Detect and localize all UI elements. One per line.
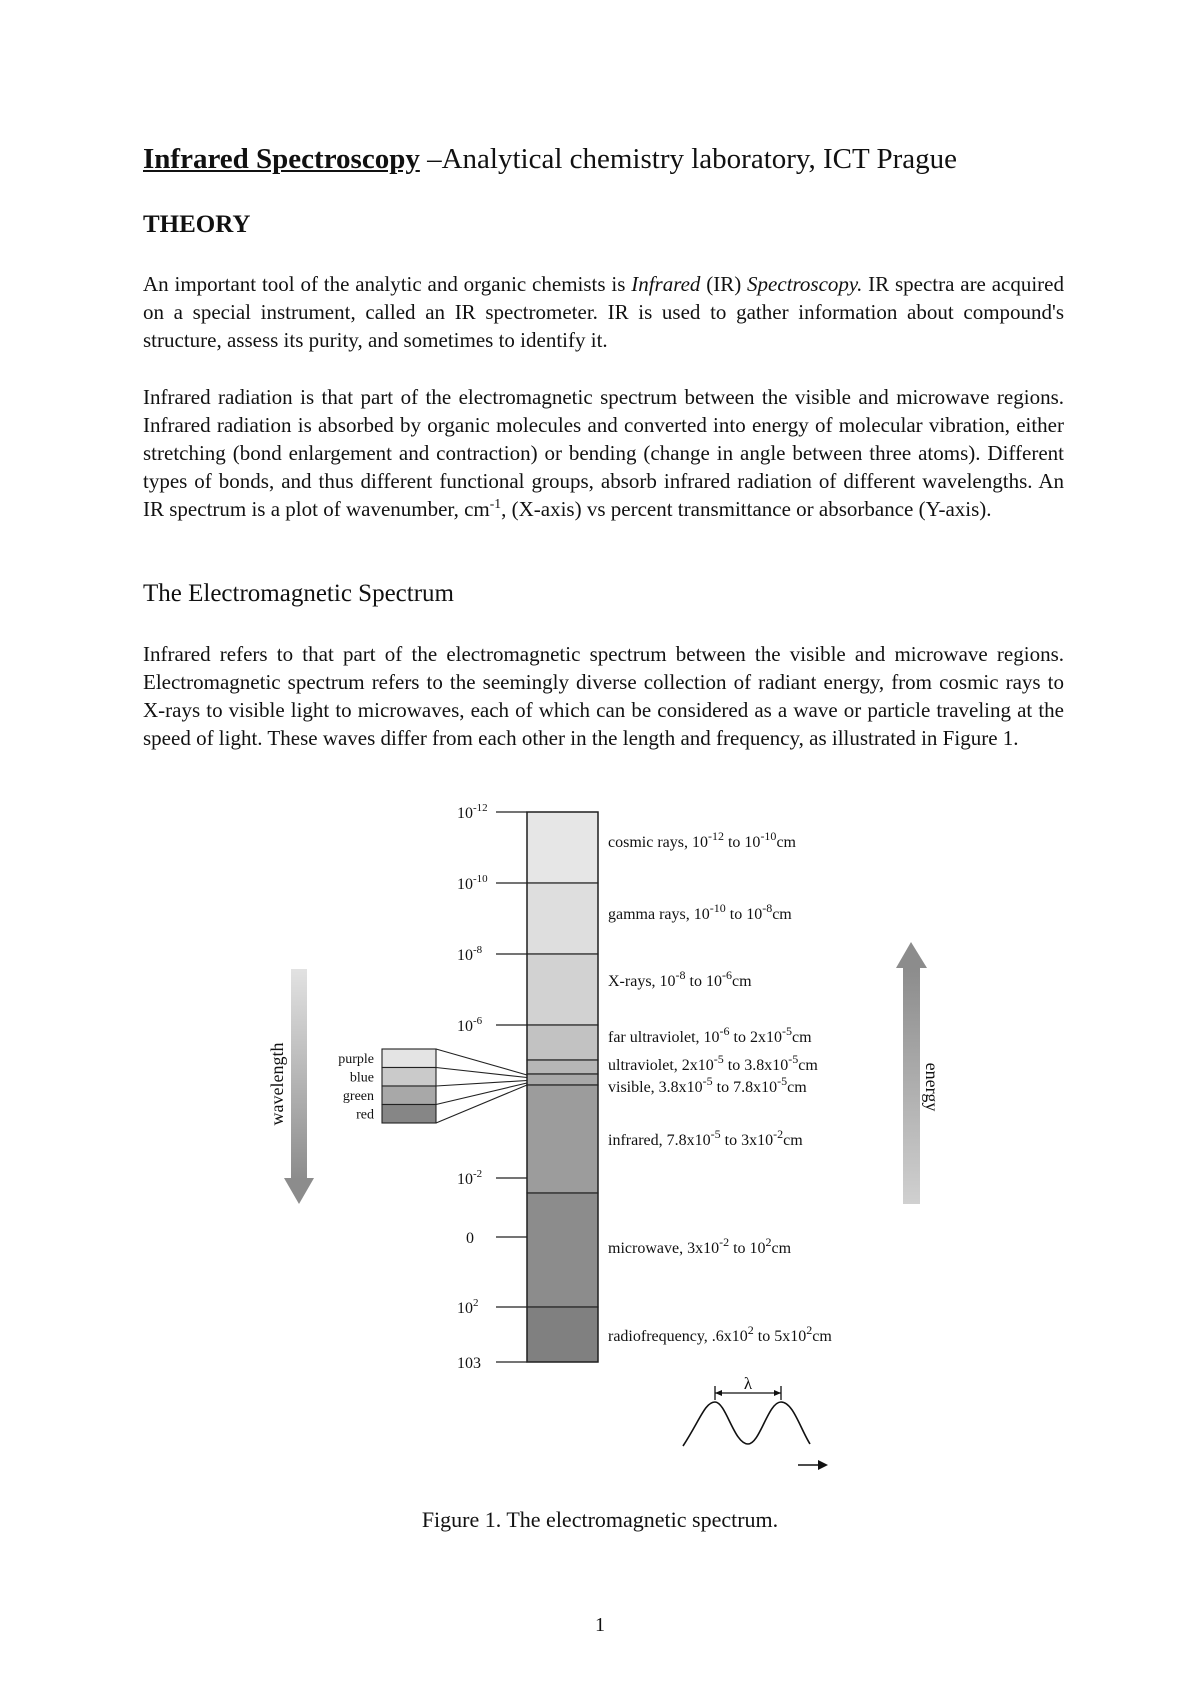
p1-text-3: IR spectra are acquired on a special instrument, called an IR spectrometer. IR is used to gather information about compound's structure, assess its purity, and sometimes to identify it. bbox=[143, 272, 1064, 352]
band-x-rays bbox=[527, 954, 598, 1025]
band-infrared bbox=[527, 1085, 598, 1193]
band-ultraviolet bbox=[527, 1060, 598, 1074]
band-label-x-rays: X-rays, $10^{-8}$ to $10^{-6}cm$ bbox=[608, 968, 752, 990]
band-gamma-rays bbox=[527, 883, 598, 954]
wave-illustration bbox=[683, 1374, 828, 1470]
visible-swatch-purple bbox=[382, 1049, 436, 1068]
band-label-cosmic-rays: cosmic rays, $10^{-12}$ to $10^{-10}cm$ bbox=[608, 829, 796, 851]
p2-text-2: , (X-axis) vs percent transmittance or absorbance (Y-axis). bbox=[501, 497, 992, 521]
visible-connector-line bbox=[436, 1068, 527, 1078]
visible-swatch-green bbox=[382, 1086, 436, 1105]
visible-label-red: red bbox=[356, 1107, 374, 1123]
figure-caption: Figure 1. The electromagnetic spectrum. bbox=[421, 1507, 779, 1532]
p1-infrared-term: Infrared bbox=[631, 272, 701, 296]
p2-text-1: Infrared radiation is that part of the electromagnetic spectrum between the visible and microwave regions. Infrared radiation is absorbed by organic molecules and converted into energy of molecular vibration, either stretching (bond enlargement and contraction) or bending (change in angle between three atoms). Different types of bonds, and thus different functional groups, absorb infrared radiation of different wavelengths. An IR spectrum is a plot of wavenumber, cm bbox=[143, 385, 1064, 521]
lambda-label: λ bbox=[743, 1374, 753, 1393]
band-label-visible: visible, $3.8x10^{-5}$ to $7.8x10^{-5}cm$ bbox=[608, 1074, 807, 1096]
page-number: 1 bbox=[595, 1614, 605, 1636]
band-cosmic-rays bbox=[527, 812, 598, 883]
band-label-gamma-rays: gamma rays, $10^{-10}$ to $10^{-8}cm$ bbox=[608, 901, 792, 923]
axis-tick-label: $10^{-6}$ bbox=[457, 1015, 483, 1035]
band-microwave bbox=[527, 1193, 598, 1307]
band-label-far-ultraviolet: far ultraviolet, $10^{-6}$ to $2x10^{-5}cm$ bbox=[608, 1024, 812, 1046]
wavelength-axis-ticks bbox=[457, 802, 527, 1372]
title-subtitle: –Analytical chemistry laboratory, ICT Prague bbox=[419, 143, 957, 175]
em-spectrum-heading: The Electromagnetic Spectrum bbox=[143, 580, 454, 607]
axis-tick-label: 0 bbox=[466, 1230, 474, 1247]
p1-text-2: (IR) bbox=[700, 272, 748, 296]
p2-superscript: -1 bbox=[489, 496, 502, 511]
em-paragraph: Infrared refers to that part of the electromagnetic spectrum between the visible and microwave regions. Electromagnetic spectrum refers to the seemingly diverse collection of radiant energy, from cosmic rays to X-rays to visible light to microwaves, each of which can be considered as a wave or particle traveling at the speed of light. These waves differ from each other in the length and frequency, as illustrated in Figure 1. bbox=[143, 642, 1064, 750]
visible-connector-line bbox=[436, 1085, 527, 1123]
visible-swatch-red bbox=[382, 1105, 436, 1124]
visible-connector-line bbox=[436, 1083, 527, 1105]
band-label-infrared: infrared, $7.8x10^{-5}$ to $3x10^{-2}cm$ bbox=[608, 1127, 803, 1149]
visible-label-green: green bbox=[342, 1089, 374, 1104]
band-label-radiofrequency: radiofrequency, $.6x10^2$ to $5x10^2cm$ bbox=[608, 1323, 832, 1345]
band-label-ultraviolet: ultraviolet, $2x10^{-5}$ to $3.8x10^{-5}cm$ bbox=[608, 1052, 818, 1074]
wave-curve bbox=[683, 1402, 810, 1446]
axis-tick-label: $10^{-2}$ bbox=[457, 1168, 483, 1188]
band-label-microwave: microwave, $3x10^{-2}$ to $10^2cm$ bbox=[608, 1235, 792, 1257]
wavelength-arrow bbox=[267, 969, 314, 1204]
visible-connector-line bbox=[436, 1081, 527, 1087]
visible-swatch-blue bbox=[382, 1068, 436, 1087]
spectrum-bands bbox=[527, 812, 598, 1362]
wavelength-label: wavelength bbox=[267, 1042, 287, 1126]
axis-tick-label: $10^{-10}$ bbox=[457, 873, 488, 893]
band-far-ultraviolet bbox=[527, 1025, 598, 1060]
axis-tick-label: 103 bbox=[457, 1355, 481, 1372]
visible-connector-line bbox=[436, 1049, 527, 1075]
axis-tick-label: $10^2$ bbox=[457, 1297, 479, 1317]
p1-spectroscopy-term: Spectroscopy. bbox=[747, 272, 863, 296]
energy-label: energy bbox=[922, 1062, 942, 1112]
energy-arrow bbox=[896, 942, 942, 1204]
visible-label-purple: purple bbox=[338, 1052, 374, 1067]
visible-label-blue: blue bbox=[349, 1070, 374, 1086]
band-visible bbox=[527, 1074, 598, 1085]
axis-tick-label: $10^{-8}$ bbox=[457, 944, 483, 964]
title-main: Infrared Spectroscopy bbox=[143, 143, 420, 175]
p1-text-1: An important tool of the analytic and organic chemists is bbox=[143, 272, 632, 296]
theory-heading: THEORY bbox=[143, 211, 251, 238]
visible-color-breakout bbox=[338, 1049, 527, 1123]
band-labels bbox=[608, 829, 832, 1345]
band-radiofrequency bbox=[527, 1307, 598, 1362]
axis-tick-label: $10^{-12}$ bbox=[457, 802, 488, 822]
propagation-arrow bbox=[798, 1460, 828, 1470]
